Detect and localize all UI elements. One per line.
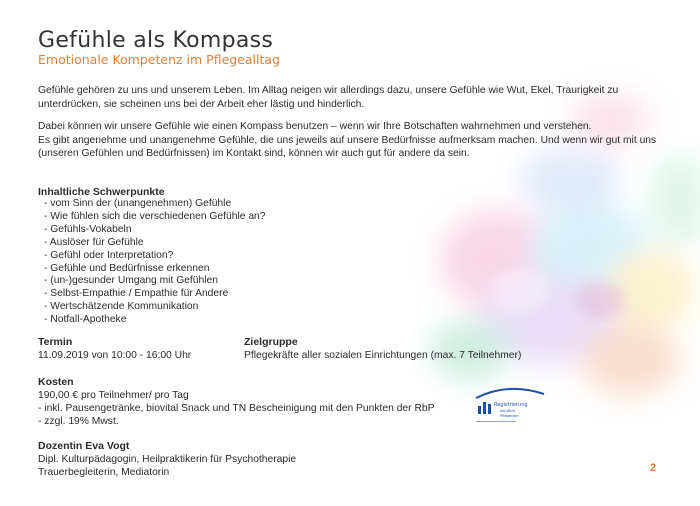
zielgruppe-heading: Zielgruppe	[244, 336, 298, 348]
page-subtitle: Emotionale Kompetenz im Pflegealltag	[38, 52, 280, 67]
kosten-line-1: 190,00 € pro Teilnehmer/ pro Tag	[38, 390, 189, 401]
intro-paragraph-2-line-1: Dabei können wir unsere Gefühle wie einen Kompass benutzen – wenn wir Ihre Botschaften wahrnehmen und verstehen.	[38, 121, 592, 132]
dozent-section	[38, 440, 296, 479]
zielgruppe-value: Pflegekräfte aller sozialen Einrichtungen (max. 7 Teilnehmer)	[244, 350, 522, 361]
termin-value: 11.09.2019 von 10:00 - 16:00 Uhr	[38, 350, 192, 361]
intro-paragraph-2-line-2: Es gibt angenehme und unangenehme Gefühle, die uns jeweils auf unsere Bedürfnisse aufmerksam machen. Und wenn wir gut mit uns (unseren Gefühlen und Bedürfnissen) im Kontakt sind, können wir auch gut für andere da sein.	[38, 134, 657, 159]
kosten-section	[38, 376, 434, 428]
kosten-heading: Kosten	[38, 376, 74, 388]
dozent-line-2: Trauerbegleiterin, Mediatorin	[38, 467, 170, 478]
registration-logo	[468, 384, 548, 426]
intro-paragraph-2	[38, 120, 658, 161]
list-item: - Gefühle und Bedürfnisse erkennen	[44, 262, 210, 274]
termin-heading: Termin	[38, 336, 73, 348]
page-number: 2	[650, 462, 657, 474]
topics-heading: Inhaltliche Schwerpunkte	[38, 186, 165, 198]
list-item: - Gefühl oder Interpretation?	[44, 249, 174, 261]
list-item: - Wie fühlen sich die verschiedenen Gefühle an?	[44, 210, 266, 222]
logo-text: Registrierung	[494, 402, 528, 408]
list-item: - Wertschätzende Kommunikation	[44, 301, 199, 313]
list-item: - Gefühls-Vokabeln	[44, 223, 132, 235]
intro-paragraph-1: Gefühle gehören zu uns und unserem Leben. Im Alltag neigen wir allerdings dazu, unsere Gefühle wie Wut, Ekel, Traurigkeit zu unterdrücken, sie scheinen uns bei der Arbeit eher lästig und hinderlich.	[38, 85, 619, 110]
topics-list	[38, 198, 266, 327]
page-title: Gefühle als Kompass	[38, 28, 274, 53]
zielgruppe-section	[244, 336, 521, 362]
topics-section	[38, 186, 266, 327]
svg-text:Pflegender: Pflegender	[500, 414, 519, 418]
kosten-line-3: - zzgl. 19% Mwst.	[38, 416, 119, 427]
dozent-heading: Dozentin Eva Vogt	[38, 440, 130, 452]
list-item: - Selbst-Empathie / Empathie für Andere	[44, 288, 229, 300]
kosten-line-2: - inkl. Pausengetränke, biovital Snack und TN Bescheinigung mit den Punkten der RbP	[38, 403, 435, 414]
svg-text:beruflich: beruflich	[500, 409, 516, 413]
list-item: - Auslöser für Gefühle	[44, 236, 144, 248]
dozent-line-1: Dipl. Kulturpädagogin, Heilpraktikerin für Psychotherapie	[38, 454, 297, 465]
list-item: - vom Sinn der (unangenehmen) Gefühle	[44, 198, 232, 209]
list-item: - Notfall-Apotheke	[44, 314, 127, 326]
list-item: - (un-)gesunder Umgang mit Gefühlen	[44, 275, 218, 287]
termin-section	[38, 336, 191, 362]
